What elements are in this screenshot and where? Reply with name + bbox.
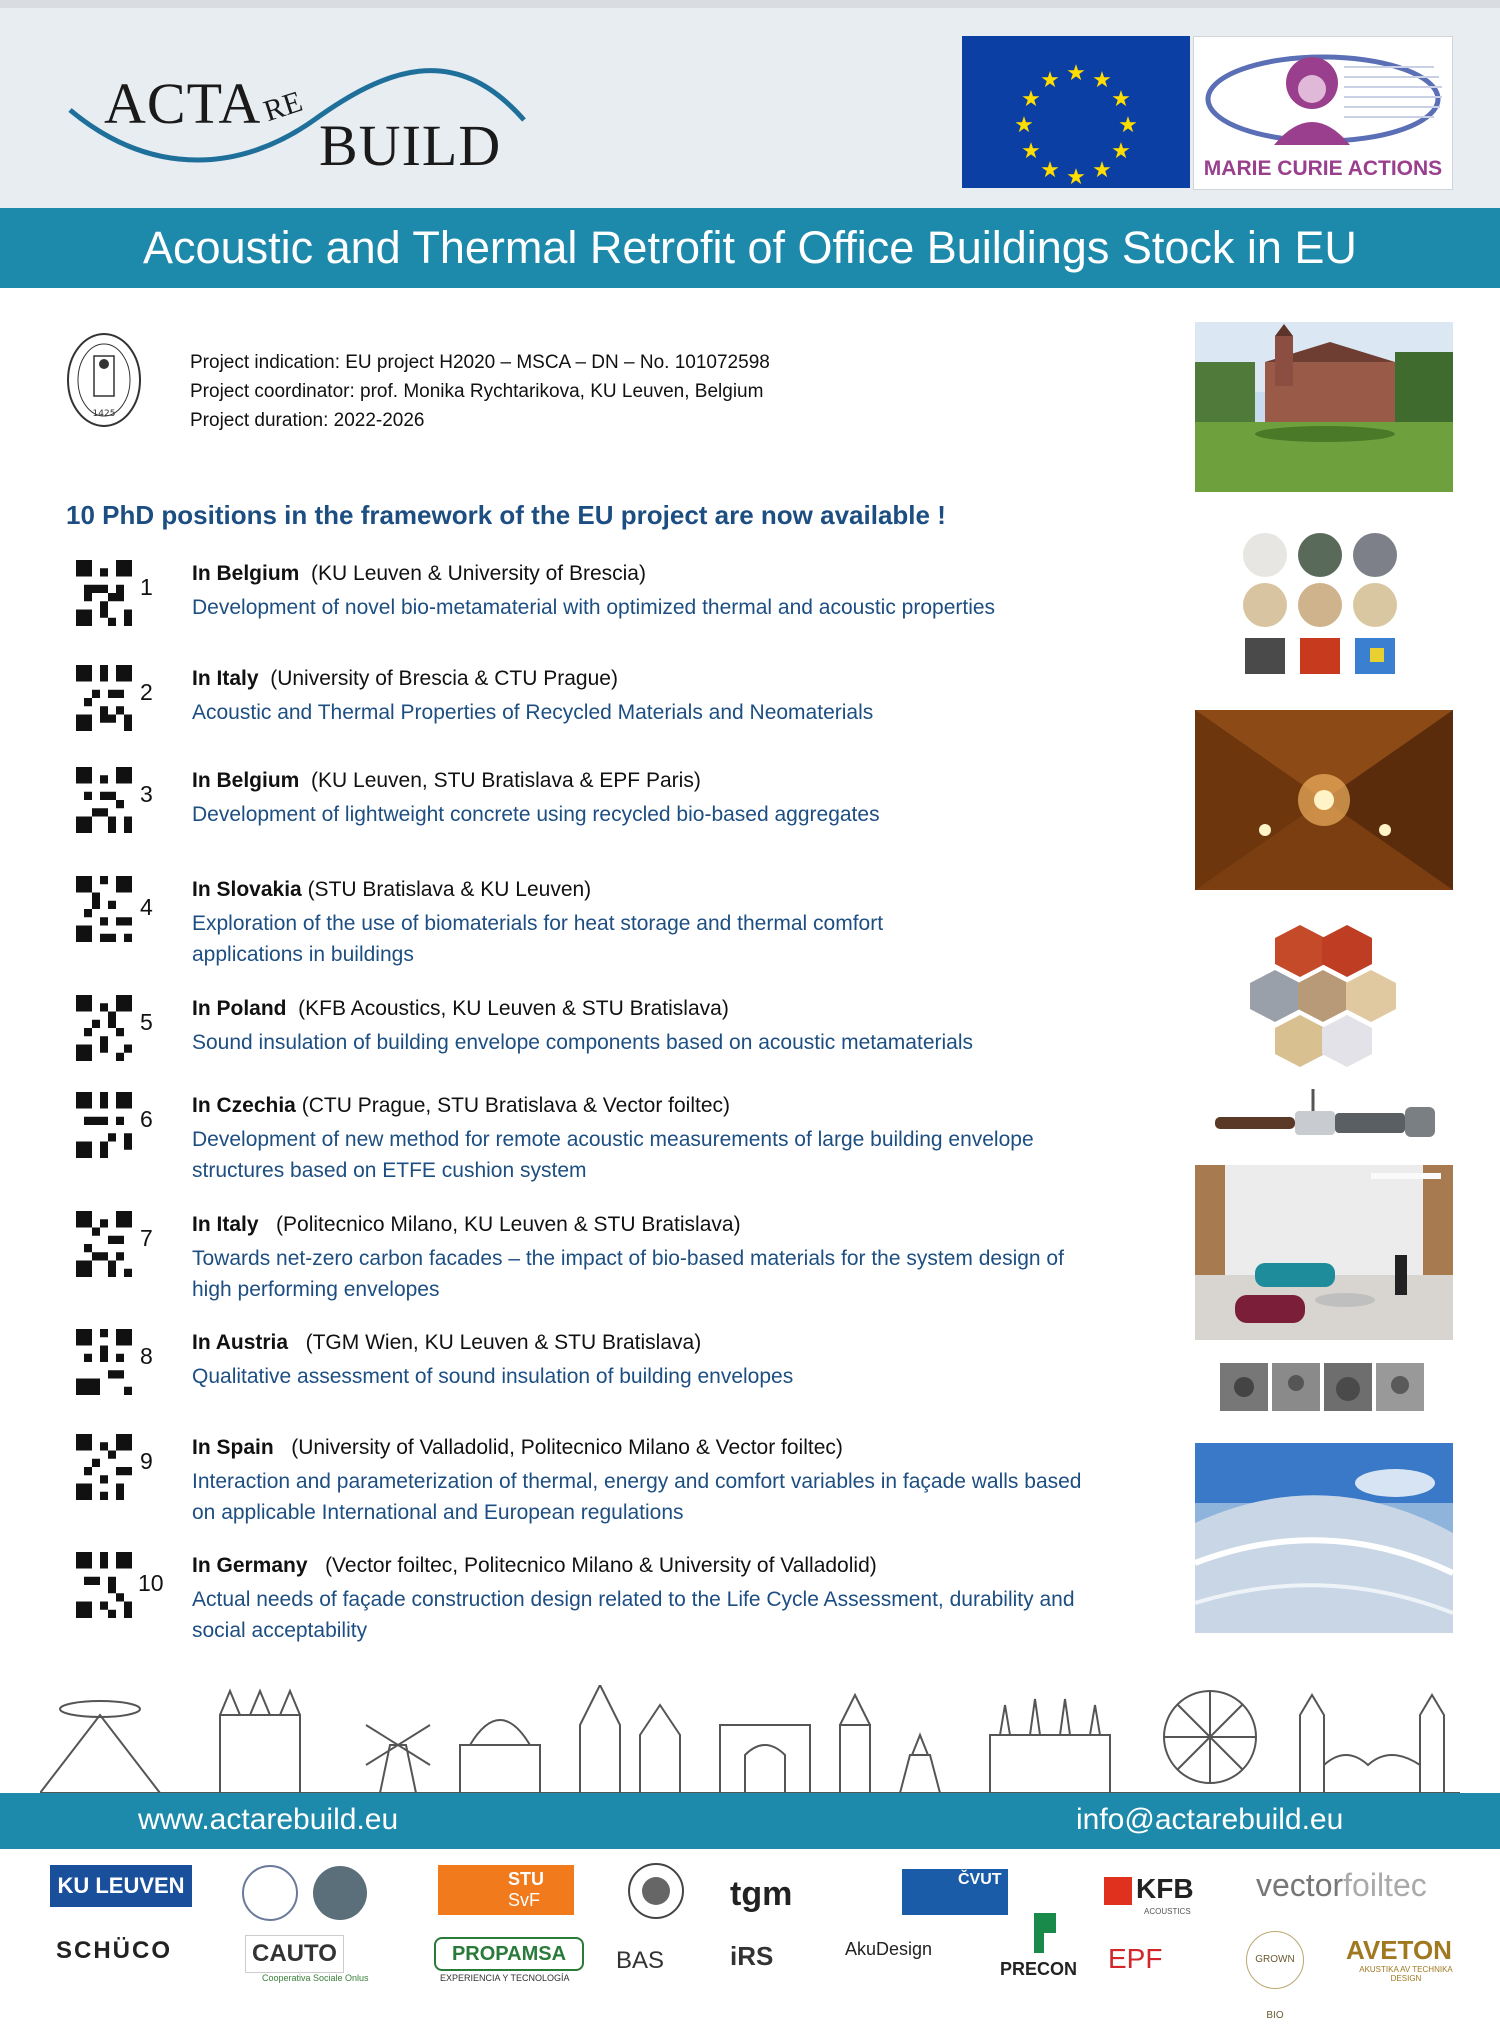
marie-curie-label: MARIE CURIE ACTIONS <box>1203 157 1443 180</box>
position-description: Acoustic and Thermal Properties of Recycled Materials and Neomaterials <box>192 701 874 724</box>
bas-logo: BAS <box>616 1947 665 1974</box>
stu-svf-logo: STU SvF <box>438 1865 574 1915</box>
position-1[interactable] <box>76 560 1176 650</box>
website-link[interactable]: www.actarebuild.eu <box>138 1803 399 1836</box>
position-location: In Italy (University of Brescia & CTU Prague) <box>192 667 618 690</box>
svg-text:★: ★ <box>1014 113 1034 138</box>
position-number: 6 <box>140 1106 153 1132</box>
position-description: Exploration of the use of biomaterials for heat storage and thermal comfort applications in buildings <box>192 912 884 966</box>
position-number: 10 <box>138 1570 164 1596</box>
project-info <box>190 348 770 435</box>
position-location: In Belgium (KU Leuven, STU Bratislava & EPF Paris) <box>192 769 701 792</box>
position-7[interactable] <box>76 1211 1176 1301</box>
cauto-subtitle: Cooperativa Sociale Onlus <box>262 1973 369 1983</box>
qr-code-icon[interactable] <box>76 665 132 731</box>
listening-room-photo <box>1195 1165 1453 1340</box>
propamsa-subtitle: EXPERIENCIA Y TECNOLOGÍA <box>440 1973 570 1983</box>
logo-acta: ACTA <box>104 71 262 136</box>
position-location: In Slovakia (STU Bratislava & KU Leuven) <box>192 878 592 901</box>
svg-text:★: ★ <box>1021 87 1041 112</box>
vector-foiltec-logo: vectorfoiltec <box>1256 1867 1427 1903</box>
position-8[interactable] <box>76 1329 1176 1419</box>
position-location: In Czechia (CTU Prague, STU Bratislava & Vector foiltec) <box>192 1094 731 1117</box>
precon-mark-icon <box>1030 1913 1060 1953</box>
footer-bar <box>0 1793 1500 1849</box>
qr-code-icon[interactable] <box>76 1211 132 1277</box>
position-description: Interaction and parameterization of thermal, energy and comfort variables in façade walls based on applicable International and European regulations <box>192 1470 1082 1524</box>
kfb-logo: KFB <box>1104 1873 1194 1905</box>
position-description: Qualitative assessment of sound insulation of building envelopes <box>192 1365 794 1388</box>
irs-logo: iRS <box>730 1941 774 1971</box>
measurement-device-photo <box>1205 1085 1445 1145</box>
grown-bio-logo: GROWN BIO <box>1246 1931 1304 1989</box>
position-location: In Spain (University of Valladolid, Politecnico Milano & Vector foiltec) <box>192 1436 843 1459</box>
aveton-logo: AVETON <box>1346 1935 1452 1965</box>
position-description: Towards net-zero carbon facades – the impact of bio-based materials for the system design of high performing envelopes <box>192 1247 1064 1301</box>
university-seals-icon <box>240 1863 370 1923</box>
position-description: Development of new method for remote acoustic measurements of large building envelope structures based on ETFE cushion system <box>192 1128 1034 1182</box>
position-location: In Italy (Politecnico Milano, KU Leuven & STU Bratislava) <box>192 1213 741 1236</box>
svg-text:★: ★ <box>1092 158 1112 183</box>
position-5[interactable] <box>76 995 1176 1085</box>
positions-headline: 10 PhD positions in the framework of the EU project are now available ! <box>66 500 946 530</box>
svg-text:★: ★ <box>1111 87 1131 112</box>
project-indication: Project indication: EU project H2020 – MSCA – DN – No. 101072598 <box>190 352 770 373</box>
cvut-logo: ČVUT <box>902 1869 1008 1915</box>
svg-text:★: ★ <box>1092 68 1112 93</box>
marie-curie-portrait-icon <box>1194 37 1452 157</box>
top-edge <box>0 0 1500 8</box>
etfe-cushion-photo <box>1195 1443 1453 1633</box>
epf-logo: EPF <box>1108 1943 1163 1974</box>
position-number: 4 <box>140 894 153 920</box>
svg-text:★: ★ <box>1021 139 1041 164</box>
position-description: Sound insulation of building envelope components based on acoustic metamaterials <box>192 1031 973 1054</box>
qr-code-icon[interactable] <box>76 1329 132 1395</box>
position-location: In Austria (TGM Wien, KU Leuven & STU Bratislava) <box>192 1331 702 1354</box>
page-title: Acoustic and Thermal Retrofit of Office Buildings Stock in EU <box>143 222 1357 273</box>
project-coordinator: Project coordinator: prof. Monika Rychtarikova, KU Leuven, Belgium <box>190 381 764 402</box>
aveton-subtitle: AKUSTIKA AV TECHNIKA DESIGN <box>1359 1965 1453 1983</box>
partner-logos <box>0 1849 1500 2021</box>
cauto-logo: CAUTO <box>245 1935 344 1973</box>
email-link[interactable]: info@actarebuild.eu <box>1076 1803 1344 1836</box>
ku-leuven-logo: KU LEUVEN <box>50 1865 192 1907</box>
position-2[interactable] <box>76 665 1176 755</box>
propamsa-logo: PROPAMSA <box>434 1937 584 1971</box>
svg-text:★: ★ <box>1066 165 1086 188</box>
material-samples-photo <box>1240 530 1400 680</box>
ku-leuven-seal-icon <box>64 330 144 430</box>
position-location: In Belgium (KU Leuven & University of Brescia) <box>192 562 646 585</box>
svg-text:★: ★ <box>1118 113 1138 138</box>
position-3[interactable] <box>76 767 1176 857</box>
position-number: 7 <box>140 1225 153 1251</box>
politecnico-seal-icon <box>626 1861 686 1921</box>
position-number: 3 <box>140 781 153 807</box>
position-location: In Germany (Vector foiltec, Politecnico Milano & University of Valladolid) <box>192 1554 877 1577</box>
qr-code-icon[interactable] <box>76 995 132 1061</box>
logo-re: RE <box>259 84 307 129</box>
position-number: 8 <box>140 1343 153 1369</box>
svg-text:★: ★ <box>1040 158 1060 183</box>
schuco-logo: SCHÜCO <box>56 1937 173 1964</box>
qr-code-icon[interactable] <box>76 1434 132 1500</box>
position-number: 1 <box>140 574 153 600</box>
position-4[interactable] <box>76 876 1176 966</box>
logo-build: BUILD <box>319 113 502 178</box>
marie-curie-logo <box>1193 36 1453 190</box>
eu-flag-icon <box>962 36 1190 188</box>
anechoic-chamber-photo <box>1195 710 1453 890</box>
acta-rebuild-logo <box>64 50 534 180</box>
position-9[interactable] <box>76 1434 1176 1524</box>
svg-text:★: ★ <box>1111 139 1131 164</box>
position-number: 5 <box>140 1009 153 1035</box>
qr-code-icon[interactable] <box>76 1552 132 1618</box>
project-duration: Project duration: 2022-2026 <box>190 410 425 431</box>
position-6[interactable] <box>76 1092 1176 1182</box>
qr-code-icon[interactable] <box>76 876 132 942</box>
microscopy-images-photo <box>1220 1363 1425 1413</box>
qr-code-icon[interactable] <box>76 1092 132 1158</box>
position-description: Actual needs of façade construction design related to the Life Cycle Assessment, durability and social acceptability <box>192 1588 1075 1642</box>
svg-text:★: ★ <box>1066 61 1086 86</box>
position-number: 9 <box>140 1448 153 1474</box>
svg-text:★: ★ <box>1040 68 1060 93</box>
tgm-logo: tgm <box>730 1875 793 1913</box>
position-number: 2 <box>140 679 153 705</box>
castle-photo <box>1195 322 1453 492</box>
position-description: Development of lightweight concrete using recycled bio-based aggregates <box>192 803 880 826</box>
position-10[interactable] <box>76 1552 1176 1642</box>
qr-code-icon[interactable] <box>76 767 132 833</box>
position-description: Development of novel bio-metamaterial with optimized thermal and acoustic properties <box>192 596 996 619</box>
position-location: In Poland (KFB Acoustics, KU Leuven & STU Bratislava) <box>192 997 729 1020</box>
qr-code-icon[interactable] <box>76 560 132 626</box>
title-bar <box>0 208 1500 288</box>
precon-logo: PRECON <box>1000 1959 1078 1979</box>
european-landmarks-skyline <box>40 1685 1460 1795</box>
svg-text:1425: 1425 <box>92 409 116 419</box>
biomaterials-hexagons-photo <box>1245 920 1400 1070</box>
kfb-subtitle: ACOUSTICS <box>1144 1907 1191 1916</box>
akudesign-logo: AkuDesign <box>845 1939 933 1959</box>
